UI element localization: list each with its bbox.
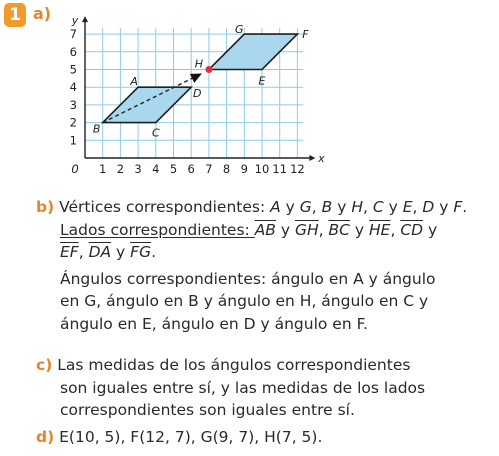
conjunction: y xyxy=(275,220,295,239)
part-b-label: b) xyxy=(36,198,55,216)
separator: , xyxy=(311,198,322,216)
x-tick-label: 8 xyxy=(222,162,231,176)
angles-line-3: ángulo en E, ángulo en D y ángulo en F. xyxy=(60,314,368,333)
side-name: $\overline{GH}$ xyxy=(294,220,319,239)
vertex-label-c: C xyxy=(151,126,160,140)
side-name: $\overline{FG}$ xyxy=(130,243,152,261)
x-tick-label: 3 xyxy=(134,162,142,176)
vertex-label-h: H xyxy=(194,57,204,71)
y-tick-label: 7 xyxy=(69,27,77,42)
conjunction: y xyxy=(111,243,131,261)
side-name: $\overline{EF}$ xyxy=(60,243,79,261)
vertex-label-g: G xyxy=(235,23,244,37)
vertex-name: F xyxy=(453,198,463,216)
vertex-name: E xyxy=(402,198,413,216)
x-tick-label: 12 xyxy=(290,162,305,176)
side-name: $\overline{DA}$ xyxy=(88,243,112,261)
part-d-text: E(10, 5), F(12, 7), G(9, 7), H(7, 5). xyxy=(59,428,323,446)
y-tick-label: 1 xyxy=(69,133,77,148)
vertex-name: D xyxy=(422,198,435,216)
part-c-line-3: correspondientes son iguales entre sí. xyxy=(60,401,355,419)
separator: , xyxy=(78,243,89,261)
separator: , xyxy=(318,220,329,239)
side-name: $\overline{BC}$ xyxy=(328,220,350,239)
x-tick-label: 4 xyxy=(152,162,160,176)
side-name: $\overline{HE}$ xyxy=(369,220,391,239)
x-tick-label: 5 xyxy=(169,162,178,176)
separator: , xyxy=(412,198,423,216)
vertex-label-a: A xyxy=(130,75,138,89)
vertex-name: B xyxy=(321,198,333,216)
x-tick-label: 9 xyxy=(240,162,248,176)
part-d xyxy=(36,426,496,449)
separator: , xyxy=(390,220,401,239)
x-tick-label: 2 xyxy=(116,162,125,176)
vertex-name: G xyxy=(299,198,312,216)
vertex-pairs xyxy=(270,198,467,216)
y-axis-label: y xyxy=(71,14,79,28)
origin-label: 0 xyxy=(71,162,79,176)
angles-text xyxy=(36,268,496,336)
x-tick-label: 6 xyxy=(187,162,195,176)
y-tick-label: 2 xyxy=(69,115,77,130)
side-name: $\overline{AB}$ xyxy=(254,220,276,239)
conjunction: y xyxy=(280,198,300,216)
side-pairs-continued xyxy=(36,241,496,264)
vertex-name: H xyxy=(351,198,363,216)
vertices-line xyxy=(36,196,496,219)
part-b xyxy=(36,196,496,335)
part-d-label: d) xyxy=(36,428,55,446)
part-c-label: c) xyxy=(36,356,53,374)
exercise-number-badge: 1 xyxy=(4,3,26,27)
part-c-line-1: Las medidas de los ángulos correspondientes xyxy=(57,356,411,374)
vertex-label-e: E xyxy=(258,74,266,88)
part-a-label: a) xyxy=(33,4,52,23)
x-tick-label: 10 xyxy=(254,162,270,176)
point-h-dot xyxy=(205,66,212,73)
x-axis-label: x xyxy=(318,152,325,165)
vertices-intro: Vértices correspondientes: xyxy=(59,198,271,216)
conjunction: y xyxy=(423,220,438,239)
y-axis-arrow xyxy=(82,16,88,22)
x-tick-label: 7 xyxy=(205,162,213,176)
separator: . xyxy=(462,198,468,216)
x-tick-label: 1 xyxy=(99,162,107,176)
coordinate-graph xyxy=(50,0,350,180)
x-axis-arrow xyxy=(309,155,315,161)
vertex-label-b: B xyxy=(92,122,101,136)
x-tick-label: 11 xyxy=(272,162,288,176)
conjunction: y xyxy=(383,198,403,216)
vertex-name: A xyxy=(270,198,281,216)
y-tick-label: 6 xyxy=(69,44,77,59)
angles-line-2: en G, ángulo en B y ángulo en H, ángulo en C y xyxy=(60,292,429,310)
angles-line-1: Ángulos correspondientes: ángulo en A y ángulo xyxy=(60,269,436,288)
y-tick-label: 3 xyxy=(69,97,77,112)
separator: . xyxy=(151,243,157,261)
vertex-label-f: F xyxy=(302,28,309,42)
side-pairs xyxy=(255,221,438,239)
side-name: $\overline{CD}$ xyxy=(400,220,424,239)
sides-intro: Lados correspondientes: xyxy=(60,220,255,239)
conjunction: y xyxy=(349,220,370,239)
vertex-name: C xyxy=(372,198,384,216)
separator: , xyxy=(362,198,373,216)
y-tick-label: 4 xyxy=(69,80,77,95)
vertex-label-d: D xyxy=(192,87,202,101)
conjunction: y xyxy=(332,198,352,216)
part-c xyxy=(36,354,496,422)
y-tick-label: 5 xyxy=(69,62,77,77)
conjunction: y xyxy=(434,198,454,216)
part-c-line-2: son iguales entre sí, y las medidas de los lados xyxy=(60,378,426,397)
sides-line xyxy=(36,219,496,242)
